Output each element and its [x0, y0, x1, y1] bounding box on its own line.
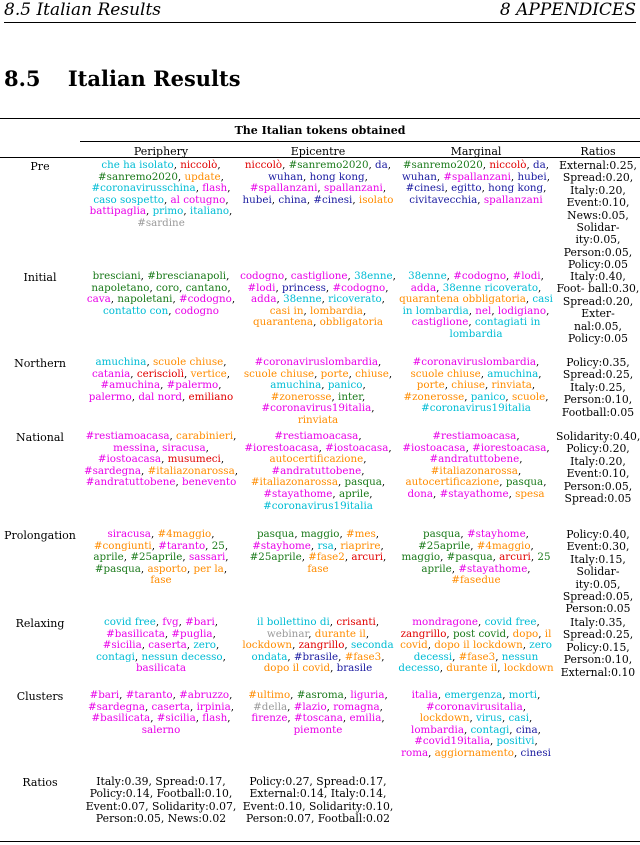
- cell-epicentre: #restiamoacasa, #iorestoacasa, #iostoacasa, autocertificazione, #andratuttobene, #italiazonarossa, pasqua, #stayathome, aprile, #coronavirus19italia: [244, 430, 392, 512]
- token: #sanremo2020: [402, 159, 483, 171]
- token: #stayathome: [439, 487, 509, 500]
- section-number: 8.5: [4, 66, 41, 91]
- cell-periphery: che ha isolato, niccolò, #sanremo2020, update, #coronavirusschina, flash, caso sospetto, al cotugno, battipaglia, primo, italiano, #sardine: [89, 159, 233, 229]
- token: #ultimo: [248, 689, 291, 701]
- cell-ratios: Solidarity:0.40, Policy:0.20, Italy:0.20, Event:0.10, Person:0.05, Spread:0.05: [556, 430, 640, 506]
- token: #congiunti: [93, 539, 152, 552]
- token: mondragone: [412, 616, 479, 628]
- token: il bollettino di: [256, 616, 330, 628]
- token: #sicilia: [102, 639, 142, 652]
- token: #stayhome: [466, 528, 526, 540]
- token: amuchina: [95, 356, 147, 368]
- token: 38enne ricoverato: [442, 281, 539, 294]
- token: #25aprile: [130, 551, 183, 564]
- token: cantano: [185, 281, 228, 294]
- token: cerisciolì: [136, 367, 185, 380]
- token: #iostoacasa: [402, 441, 466, 454]
- token: #puglia: [171, 627, 213, 640]
- token: #fasedue: [451, 574, 501, 587]
- token: niccolò: [244, 159, 283, 171]
- token: #4maggio: [157, 528, 212, 540]
- token: aprile: [338, 487, 370, 500]
- token: #codogno: [453, 270, 507, 282]
- row-label: Initial: [23, 271, 57, 284]
- token: porte: [320, 367, 349, 380]
- token: #coronavirus19italia: [263, 499, 373, 512]
- cell-ratios: Policy:0.40, Event:0.30, Italy:0.15, Solidar- ity:0.05, Spread:0.05, Person:0.05: [562, 528, 634, 616]
- token: fase: [150, 574, 172, 587]
- token: #coronavirus19italia: [261, 402, 372, 415]
- token: scuole chiuse: [243, 367, 315, 380]
- token: durante il: [314, 627, 366, 640]
- token: codogno: [174, 304, 219, 317]
- token: hong kong: [488, 182, 544, 195]
- token: pasqua: [344, 476, 382, 489]
- token: #sardegna: [87, 700, 145, 713]
- cell-periphery: amuchina, scuole chiuse, catania, cerisciolì, vertice, #amuchina, #palermo, palermo, dal nord, emiliano: [88, 356, 234, 403]
- token: caso sospetto: [93, 193, 164, 206]
- token: lombardia: [411, 723, 464, 736]
- token: lombardia: [310, 304, 363, 317]
- token: #zonerosse: [270, 390, 332, 403]
- token: pasqua: [423, 528, 461, 540]
- token: contagi: [470, 723, 510, 736]
- token: #codogno: [179, 293, 232, 306]
- col-header-marginal: Marginal: [450, 145, 502, 158]
- token: hong kong: [309, 170, 365, 183]
- token: zangrillo: [298, 639, 345, 652]
- token: spesa: [515, 487, 545, 500]
- token: wuhan: [402, 170, 437, 183]
- table-top-rule: [0, 118, 640, 119]
- token: #coronavirusschina: [91, 182, 196, 195]
- token: autocertificazione: [269, 453, 364, 466]
- token: #lodi: [247, 281, 276, 294]
- token: #amuchina: [100, 379, 161, 392]
- token: #coronavirusitalia: [425, 700, 523, 713]
- token: casi in: [269, 304, 304, 317]
- token: #bari: [89, 689, 120, 701]
- token: emiliano: [188, 390, 234, 403]
- token: contatto con: [103, 304, 169, 317]
- token: vertice: [190, 367, 227, 380]
- token: #fase2: [308, 551, 345, 564]
- token: #lazio: [293, 700, 327, 713]
- cell-epicentre: #ultimo, #asroma, liguria, #della, #lazio, romagna, firenze, #toscana, emilia, piemonte: [248, 689, 388, 736]
- token: aggiornamento: [434, 746, 514, 759]
- token: #andratuttobene: [429, 453, 520, 466]
- token: #coronaviruslombardia: [412, 356, 537, 368]
- token: adda: [251, 293, 277, 306]
- token: webinar: [266, 627, 309, 640]
- token: dona: [407, 487, 434, 500]
- cell-epicentre: codogno, castiglione, 38enne, #lodi, princess, #codogno, adda, 38enne, ricoverato, casi in, lombardia, quarantena, obbligatoria: [240, 270, 396, 329]
- token: china: [278, 193, 307, 206]
- token: #palermo: [166, 379, 219, 392]
- token: 38enne: [408, 270, 447, 282]
- token: casi: [508, 712, 529, 725]
- token: pasqua: [505, 476, 544, 489]
- token: messina: [113, 441, 156, 454]
- section-title: Italian Results: [67, 66, 241, 91]
- token: hubei: [242, 193, 272, 206]
- token: #bari: [185, 616, 215, 628]
- token: siracusa: [162, 441, 206, 454]
- token: piemonte: [293, 723, 343, 736]
- token: covid free: [484, 616, 537, 628]
- token: #spallanzani: [443, 170, 511, 183]
- token: primo: [152, 205, 184, 218]
- token: 38enne: [283, 293, 322, 306]
- token: update: [184, 170, 221, 183]
- token: cinesi: [520, 746, 551, 759]
- cell-marginal: mondragone, covid free, zangrillo, post covid, dopo, il covid, dopo il lockdown, zero decessi, #fase3, nessun decesso, durante il, lockdown: [398, 616, 554, 675]
- token: #25aprile: [249, 551, 302, 564]
- col-header-ratios: Ratios: [580, 145, 616, 158]
- token: sassari: [188, 551, 226, 564]
- token: lockdown: [419, 712, 470, 725]
- cell-ratios: Policy:0.35, Spread:0.25, Italy:0.25, Person:0.10, Football:0.05: [561, 356, 635, 419]
- token: maggio: [401, 551, 441, 564]
- token: princess: [282, 281, 326, 294]
- token: civitavecchia: [409, 193, 478, 206]
- token: #taranto: [125, 689, 173, 701]
- token: basilicata: [135, 662, 187, 675]
- token: #restiamoacasa: [274, 430, 359, 442]
- token: #sanremo2020: [288, 159, 369, 171]
- row-label: Ratios: [22, 776, 58, 789]
- summary-ratios: Policy:0.27, Spread:0.17, External:0.14, Italy:0.14, Event:0.10, Solidarity:0.10, Person:0.07, Football:0.02: [242, 775, 394, 826]
- token: flash: [202, 712, 228, 725]
- token: post covid: [452, 627, 507, 640]
- token: catania: [92, 367, 131, 380]
- token: adda: [410, 281, 437, 294]
- token: zero: [193, 639, 216, 652]
- token: roma: [401, 746, 429, 759]
- token: 25: [211, 539, 225, 552]
- token: spallanzani: [483, 193, 543, 206]
- token: cina: [515, 723, 538, 736]
- header-right: 8 APPENDICES: [499, 0, 636, 20]
- token: #asroma: [296, 689, 344, 701]
- cell-marginal: #sanremo2020, niccolò, da, wuhan, #spallanzani, hubei, #cinesi, egitto, hong kong, civitavecchia, spallanzani: [402, 159, 550, 206]
- token: egitto: [451, 182, 482, 195]
- token: morti: [508, 689, 538, 701]
- token: arcuri: [351, 551, 384, 564]
- token: #lodi: [512, 270, 541, 282]
- token: firenze: [251, 712, 288, 725]
- token: italia: [411, 689, 438, 701]
- token: flash: [202, 182, 228, 195]
- token: riaprire: [340, 539, 381, 552]
- token: #sardegna: [84, 464, 142, 477]
- token: #italiazonarossa: [147, 464, 235, 477]
- section-heading: [4, 66, 241, 91]
- token: #sicilia: [156, 712, 196, 725]
- token: #brasile: [293, 650, 339, 663]
- token: nessun decesso: [398, 650, 539, 675]
- token: porte: [416, 379, 445, 392]
- token: isolato: [358, 193, 394, 206]
- token: contagiati in lombardia: [449, 316, 541, 340]
- token: panico: [327, 379, 363, 392]
- token: siracusa: [107, 528, 151, 540]
- token: emilia: [349, 712, 382, 725]
- cell-periphery: #restiamoacasa, carabinieri, messina, siracusa, #iostoacasa, musumeci, #sardegna, #italiazonarossa, #andratuttobene, benevento: [84, 430, 239, 489]
- token: niccolò: [489, 159, 527, 171]
- token: #4maggio: [476, 539, 531, 552]
- token: chiuse: [355, 367, 389, 380]
- token: #iostoacasa: [97, 453, 162, 466]
- token: #basilicata: [106, 627, 165, 640]
- token: al cotugno: [170, 193, 226, 206]
- token: 25 aprile: [421, 551, 551, 575]
- token: musumeci: [167, 453, 221, 466]
- cell-periphery: covid free, fvg, #bari, #basilicata, #puglia, #sicilia, caserta, zero, contagi, nessun decesso, basilicata: [96, 616, 226, 675]
- token: aprile: [93, 551, 124, 564]
- token: caserta: [148, 639, 187, 652]
- token: il covid: [400, 627, 552, 652]
- token: positivi: [496, 735, 535, 748]
- token: #iorestoacasa: [244, 441, 319, 454]
- token: benevento: [181, 476, 237, 489]
- token: liguria: [350, 689, 385, 701]
- token: quarantena obbligatoria: [399, 293, 526, 306]
- token: covid free: [103, 616, 156, 628]
- cell-epicentre: #coronaviruslombardia, scuole chiuse, porte, chiuse, amuchina, panico, #zonerosse, inter, #coronavirus19italia, rinviata: [243, 356, 393, 426]
- token: #fase3: [458, 650, 496, 663]
- cell-marginal: 38enne, #codogno, #lodi, adda, 38enne ricoverato, quarantena obbligatoria, casi in lombardia, nel, lodigiano, castiglione, contagiati in lombardia: [399, 270, 553, 340]
- token: rsa: [317, 539, 334, 552]
- token: #restiamoacasa: [85, 430, 170, 442]
- token: napoletani: [117, 293, 173, 306]
- table-caption: The Italian tokens obtained: [234, 124, 406, 137]
- token: #pasqua: [446, 551, 493, 564]
- col-header-periphery: Periphery: [133, 145, 189, 158]
- token: #spallanzani: [249, 182, 318, 195]
- token: lockdown: [503, 662, 554, 675]
- token: amuchina: [270, 379, 322, 392]
- token: amuchina: [487, 367, 539, 380]
- token: dopo il lockdown: [434, 639, 523, 652]
- token: nessun decesso: [141, 650, 223, 663]
- row-label: Northern: [14, 357, 66, 370]
- cell-marginal: italia, emergenza, morti, #coronavirusitalia, lockdown, virus, casi, lombardia, contagi, cina, #covid19italia, positivi, roma, aggiornamento, cinesi: [401, 689, 551, 759]
- cell-periphery: #bari, #taranto, #abruzzo, #sardegna, caserta, irpinia, #basilicata, #sicilia, flash, salerno: [87, 689, 235, 736]
- caption-rule: [80, 141, 640, 142]
- token: obbligatoria: [319, 316, 383, 329]
- token: #della: [253, 700, 288, 713]
- token: autocertificazione: [405, 476, 500, 489]
- token: fase: [307, 562, 329, 575]
- cell-marginal: #coronaviruslombardia, scuole chiuse, amuchina, porte, chiuse, rinviata, #zonerosse, panico, scuole, #coronavirus19italia: [403, 356, 549, 415]
- token: casi in lombardia: [402, 293, 553, 317]
- table-bottom-rule: [0, 841, 640, 842]
- cell-ratios: Italy:0.35, Spread:0.25, Policy:0.15, Person:0.10, External:0.10: [560, 616, 636, 679]
- token: #cinesi: [313, 193, 353, 206]
- token: dal nord: [138, 390, 182, 403]
- token: #covid19italia: [414, 735, 490, 748]
- cell-marginal: pasqua, #stayhome, #25aprile, #4maggio, maggio, #pasqua, arcuri, 25 aprile, #stayathome, #fasedue: [401, 528, 551, 587]
- token: romagna: [333, 700, 380, 713]
- token: seconda ondata: [251, 639, 394, 663]
- cell-periphery: siracusa, #4maggio, #congiunti, #taranto, 25, aprile, #25aprile, sassari, #pasqua, asporto, per la, fase: [93, 528, 229, 587]
- token: maggio: [300, 528, 340, 540]
- token: napoletano: [91, 281, 150, 294]
- token: #andratuttobene: [85, 476, 176, 489]
- token: #italiazonarossa: [430, 464, 518, 477]
- token: dopo il covid: [263, 662, 331, 675]
- token: durante il: [446, 662, 498, 675]
- row-label: Prolongation: [4, 529, 76, 542]
- token: #andratuttobene: [271, 464, 362, 477]
- token: dopo: [512, 627, 539, 640]
- header-rule: [0, 157, 640, 158]
- row-label: Relaxing: [15, 617, 65, 630]
- token: #fase3: [344, 650, 382, 663]
- token: #25aprile: [418, 539, 471, 552]
- row-label: Clusters: [16, 690, 64, 703]
- token: scuole chiuse: [153, 356, 224, 368]
- token: #zonerosse: [403, 390, 465, 403]
- cell-ratios: Italy:0.40, Foot- ball:0.30, Spread:0.20, Exter- nal:0.05, Policy:0.05: [556, 270, 640, 346]
- token: #basilicata: [91, 712, 151, 725]
- cell-epicentre: pasqua, maggio, #mes, #stayhome, rsa, riaprire, #25aprile, #fase2, arcuri, fase: [249, 528, 387, 575]
- token: quarantena: [253, 316, 314, 329]
- token: #sardine: [137, 216, 185, 229]
- cell-epicentre: niccolò, #sanremo2020, da, wuhan, hong kong, #spallanzani, spallanzani, hubei, china, #cinesi, isolato: [242, 159, 394, 206]
- token: zero decessi: [413, 639, 552, 663]
- token: scuole: [511, 390, 546, 403]
- token: #iostoacasa: [325, 441, 389, 454]
- token: zangrillo: [400, 627, 447, 640]
- row-label: Pre: [30, 160, 50, 173]
- token: castiglione: [411, 316, 469, 329]
- token: spallanzani: [323, 182, 383, 195]
- token: wuhan: [268, 170, 304, 183]
- token: #toscana: [293, 712, 343, 725]
- token: #iorestoacasa: [472, 441, 547, 454]
- cell-marginal: #restiamoacasa, #iostoacasa, #iorestoacasa, #andratuttobene, #italiazonarossa, autocertificazione, pasqua, dona, #stayathome, spesa: [402, 430, 550, 500]
- token: emergenza: [444, 689, 503, 701]
- token: salerno: [141, 723, 181, 736]
- token: chiuse: [451, 379, 485, 392]
- token: ricoverato: [328, 293, 382, 306]
- token: inter: [338, 390, 362, 403]
- token: contagi: [96, 650, 135, 663]
- token: lockdown: [242, 639, 293, 652]
- col-header-epicentre: Epicentre: [290, 145, 346, 158]
- token: 38enne: [354, 270, 393, 282]
- token: arcuri: [499, 551, 531, 564]
- token: coro: [156, 281, 180, 294]
- token: #brescianapoli: [147, 270, 227, 282]
- token: palermo: [88, 390, 132, 403]
- token: #abruzzo: [179, 689, 230, 701]
- token: crisanti: [336, 616, 376, 628]
- token: fvg: [162, 616, 179, 628]
- token: italiano: [189, 205, 230, 218]
- cell-ratios: External:0.25, Spread:0.20, Italy:0.20, Event:0.10, News:0.05, Solidar- ity:0.05, Person:0.05, Policy:0.05: [559, 159, 637, 272]
- token: #coronaviruslombardia: [254, 356, 379, 368]
- token: scuole chiuse: [410, 367, 481, 380]
- token: brasile: [336, 662, 373, 675]
- token: per la: [193, 562, 224, 575]
- token: codogno: [240, 270, 285, 282]
- token: panico: [470, 390, 506, 403]
- token: lodigiano: [497, 304, 547, 317]
- token: rinviata: [297, 413, 339, 426]
- token: che ha isolato: [101, 159, 174, 171]
- token: battipaglia: [89, 205, 147, 218]
- token: #cinesi: [405, 182, 445, 195]
- cell-periphery: bresciani, #brescianapoli, napoletano, coro, cantano, cava, napoletani, #codogno, contatto con, codogno: [86, 270, 236, 317]
- token: da: [533, 159, 546, 171]
- token: #mes: [346, 528, 376, 540]
- token: #coronavirus19italia: [421, 402, 531, 415]
- row-label: National: [16, 431, 64, 444]
- summary-ratios: Italy:0.39, Spread:0.17, Policy:0.14, Football:0.10, Event:0.07, Solidarity:0.07, Person:0.05, News:0.02: [85, 775, 237, 826]
- token: asporto: [147, 562, 187, 575]
- token: #italiazonarossa: [250, 476, 338, 489]
- token: da: [375, 159, 388, 171]
- token: #codogno: [332, 281, 386, 294]
- token: nel: [475, 304, 492, 317]
- header-left: 8.5 Italian Results: [4, 0, 162, 20]
- cell-epicentre: il bollettino di, crisanti, webinar, durante il, lockdown, zangrillo, seconda ondata, #brasile, #fase3, dopo il covid, brasile: [242, 616, 394, 675]
- token: #sanremo2020: [98, 170, 178, 183]
- token: niccolò: [180, 159, 218, 171]
- token: pasqua: [256, 528, 295, 540]
- token: rinviata: [491, 379, 532, 392]
- token: caserta: [151, 700, 191, 713]
- token: #taranto: [158, 539, 206, 552]
- token: #restiamoacasa: [432, 430, 517, 442]
- token: virus: [476, 712, 502, 725]
- token: cava: [86, 293, 111, 306]
- token: #stayhome: [252, 539, 311, 552]
- token: bresciani: [92, 270, 141, 282]
- token: #pasqua: [94, 562, 141, 575]
- token: carabinieri: [176, 430, 234, 442]
- token: #stayathome: [458, 562, 528, 575]
- token: hubei: [517, 170, 547, 183]
- running-header: [4, 0, 636, 23]
- token: #stayathome: [263, 487, 333, 500]
- token: irpinia: [196, 700, 231, 713]
- token: castiglione: [290, 270, 348, 282]
